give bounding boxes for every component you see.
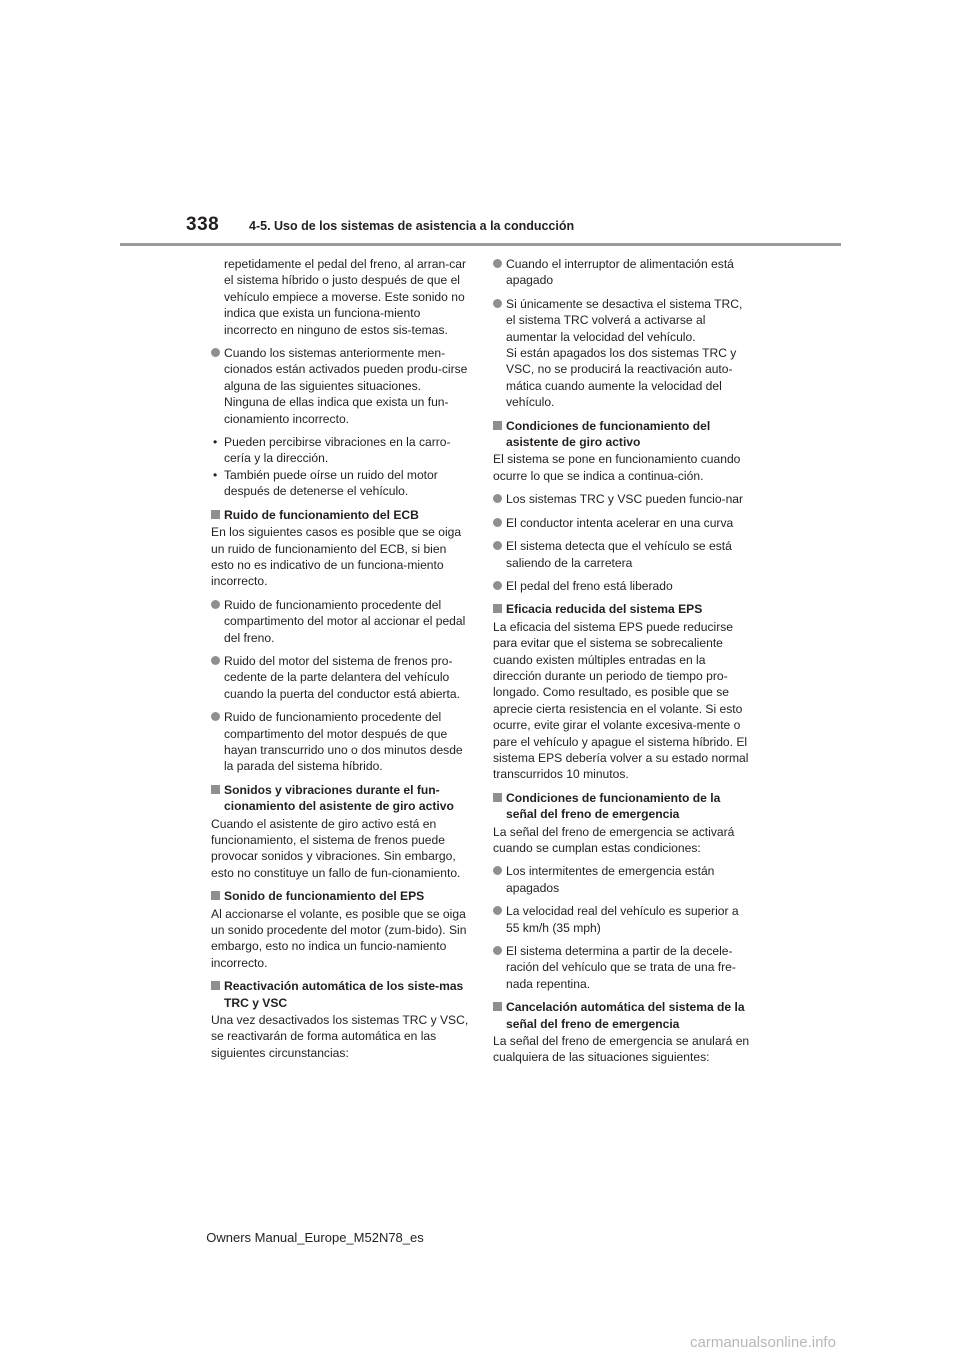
bullet-text: Los intermitentes de emergencia están apagados xyxy=(506,864,715,895)
heading-text: Sonidos y vibraciones durante el fun-cionamiento del asistente de giro activo xyxy=(224,782,454,814)
square-bullet-icon xyxy=(211,891,220,900)
paragraph: La eficacia del sistema EPS puede reducirse para evitar que el sistema se sobrecaliente cuando existen múltiples entradas en la dirección durante un periodo de tiempo pro-longado. Como resultado, es posible que se aprecie cierta resistencia en el volante. Si esto ocurre, evite girar el volante excesiva-mente o pare el vehículo y apague el sistema híbrido. El sistema EPS debería volver a su estado normal transcurridos 10 minutos. xyxy=(493,619,749,782)
heading-cancelacion xyxy=(493,999,751,1032)
square-bullet-icon xyxy=(493,1002,502,1011)
bullet-icon xyxy=(493,581,502,590)
bullet-icon xyxy=(493,259,502,268)
bullet-icon xyxy=(493,299,502,308)
heading-giro xyxy=(493,418,751,451)
bullet-item xyxy=(493,538,751,571)
bullet-icon xyxy=(493,518,502,527)
left-column xyxy=(211,256,469,1068)
heading-eps xyxy=(211,888,469,904)
heading-text: Ruido de funcionamiento del ECB xyxy=(224,507,419,522)
page-number: 338 xyxy=(186,214,220,235)
bullet-text: Cuando los sistemas anteriormente men-cionados están activados pueden produ-cirse alguna de las siguientes situaciones. Ninguna de ellas indica que exista un fun-cionamiento incorrecto. xyxy=(224,346,468,426)
bullet-item xyxy=(211,653,469,702)
dot-icon: • xyxy=(213,467,218,482)
paragraph: Cuando el asistente de giro activo está en funcionamiento, el sistema de frenos puede provocar sonidos y vibraciones. Sin embargo, esto no constituye un fallo de fun-cionamiento. xyxy=(211,816,461,880)
bullet-item xyxy=(211,597,469,646)
bullet-text: El sistema determina a partir de la decele-ración del vehículo que se trata de una fre-nada repentina. xyxy=(506,944,736,991)
bullet-text: Ruido de funcionamiento procedente del compartimento del motor al accionar el pedal del freno. xyxy=(224,597,466,645)
bullet-text: El pedal del freno está liberado xyxy=(506,578,673,593)
bullet-item xyxy=(211,345,469,427)
bullet-item xyxy=(493,256,751,289)
heading-text: Condiciones de funcionamiento de la señal del freno de emergencia xyxy=(506,790,721,822)
bullet-text: La velocidad real del vehículo es superior a 55 km/h (35 mph) xyxy=(506,904,739,935)
paragraph: La señal del freno de emergencia se anulará en cualquiera de las situaciones siguientes: xyxy=(493,1034,750,1065)
sub-item xyxy=(211,434,469,467)
bullet-item xyxy=(493,296,751,411)
continued-paragraph: repetidamente el pedal del freno, al arran-car el sistema híbrido o justo después de que el vehículo empiece a moverse. Este sonido no indica que exista un funciona-miento incorrecto en ninguno de estos sis-temas. xyxy=(224,257,467,337)
dot-icon: • xyxy=(213,435,218,450)
bullet-icon xyxy=(211,712,220,721)
bullet-icon xyxy=(493,946,502,955)
square-bullet-icon xyxy=(493,793,502,802)
square-bullet-icon xyxy=(211,510,220,519)
bullet-text: El conductor intenta acelerar en una curva xyxy=(506,515,734,530)
bullet-text: Ruido de funcionamiento procedente del compartimento del motor después de que hayan transcurrido uno o dos minutos desde la parada del sistema híbrido. xyxy=(224,710,463,774)
paragraph: Al accionarse el volante, es posible que se oiga un sonido procedente del motor (zum-bido). Sin embargo, esto no indica un funcio-namiento incorrecto. xyxy=(211,906,467,970)
heading-text: Eficacia reducida del sistema EPS xyxy=(506,602,703,617)
footer-text: Owners Manual_Europe_M52N78_es xyxy=(206,1230,424,1245)
sub-list xyxy=(211,434,469,500)
bullet-icon xyxy=(493,906,502,915)
bullet-icon xyxy=(211,348,220,357)
bullet-item xyxy=(493,943,751,992)
heading-text: Cancelación automática del sistema de la señal del freno de emergencia xyxy=(506,1000,745,1031)
heading-reactivacion xyxy=(211,978,469,1011)
watermark: carmanualsonline.info xyxy=(690,1334,836,1351)
bullet-text: Los sistemas TRC y VSC pueden funcio-nar xyxy=(506,492,744,507)
right-column xyxy=(493,256,751,1073)
bullet-icon xyxy=(493,866,502,875)
bullet-item xyxy=(493,491,751,507)
square-bullet-icon xyxy=(493,421,502,430)
bullet-text: Cuando el interruptor de alimentación está apagado xyxy=(506,257,734,288)
sub-item-text: También puede oírse un ruido del motor después de detenerse el vehículo. xyxy=(224,467,438,499)
bullet-item xyxy=(493,578,751,594)
bullet-text: Ruido del motor del sistema de frenos pro-cedente de la parte delantera del vehículo cuando la puerta del conductor está abierta. xyxy=(224,653,460,701)
bullet-item xyxy=(493,515,751,531)
paragraph: El sistema se pone en funcionamiento cuando ocurre lo que se indica a continua-ción. xyxy=(493,452,741,483)
bullet-text: El sistema detecta que el vehículo se está saliendo de la carretera xyxy=(506,539,732,570)
paragraph: Una vez desactivados los sistemas TRC y VSC, se reactivarán de forma automática en las siguientes circunstancias: xyxy=(211,1013,469,1060)
bullet-icon xyxy=(493,541,502,550)
bullet-text: Si únicamente se desactiva el sistema TRC, el sistema TRC volverá a activarse al aumentar la velocidad del vehículo. xyxy=(506,296,743,344)
heading-eficacia xyxy=(493,601,751,617)
sub-item xyxy=(211,467,469,500)
heading-text: Sonido de funcionamiento del EPS xyxy=(224,889,425,904)
section-title: 4-5. Uso de los sistemas de asistencia a la conducción xyxy=(249,219,575,233)
square-bullet-icon xyxy=(211,981,220,990)
bullet-item xyxy=(493,863,751,896)
heading-senal xyxy=(493,790,751,823)
square-bullet-icon xyxy=(211,785,220,794)
bullet-icon xyxy=(211,656,220,665)
heading-ecb xyxy=(211,507,469,523)
bullet-item xyxy=(211,709,469,775)
bullet-text-continued: Si están apagados los dos sistemas TRC y VSC, no se producirá la reactivación auto-mática cuando aumente la velocidad del vehículo. xyxy=(506,346,737,410)
bullet-icon xyxy=(493,494,502,503)
heading-sonidos xyxy=(211,782,469,815)
paragraph: La señal del freno de emergencia se activará cuando se cumplan estas condiciones: xyxy=(493,824,735,855)
sub-item-text: Pueden percibirse vibraciones en la carro-cería y la dirección. xyxy=(224,435,451,466)
heading-text: Reactivación automática de los siste-mas TRC y VSC xyxy=(224,979,464,1010)
header-rule xyxy=(120,243,841,246)
paragraph: En los siguientes casos es posible que se oiga un ruido de funcionamiento del ECB, si bien esto no es indicativo de un funciona-miento incorrecto. xyxy=(211,525,462,589)
heading-text: Condiciones de funcionamiento del asistente de giro activo xyxy=(506,418,711,450)
bullet-item xyxy=(493,903,751,936)
bullet-icon xyxy=(211,600,220,609)
square-bullet-icon xyxy=(493,604,502,613)
